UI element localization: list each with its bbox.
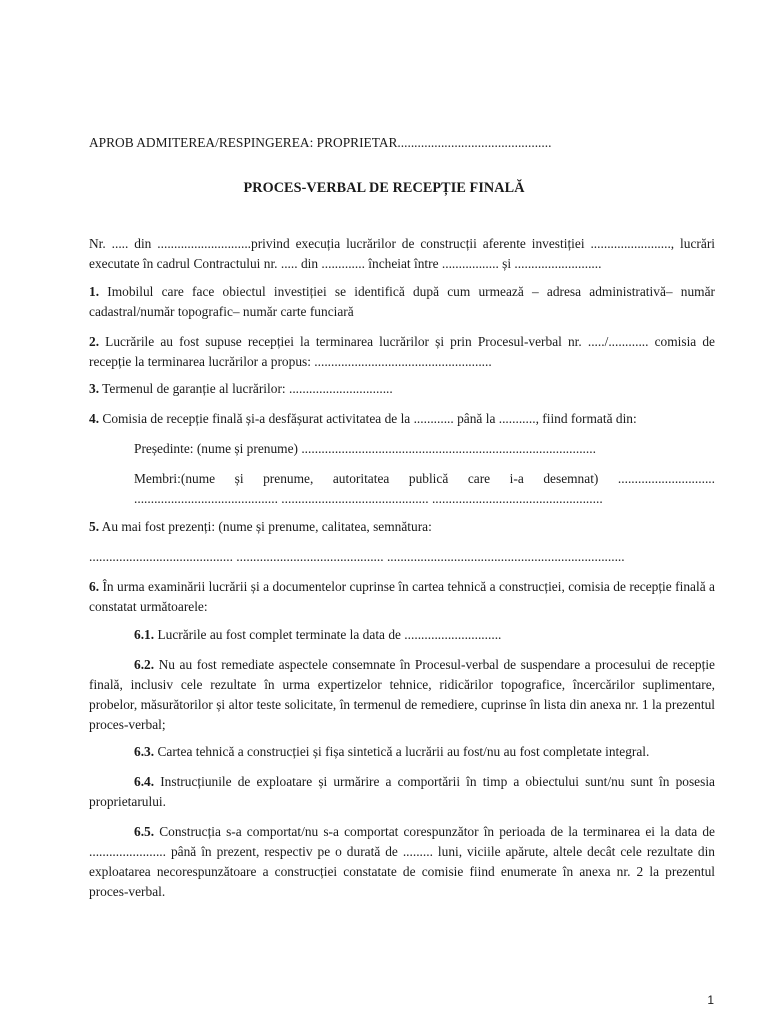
section-3: [89, 379, 715, 399]
section-2: [89, 332, 715, 372]
item-text: Lucrările au fost complet terminate la data de .............................: [154, 627, 502, 642]
item-text: Cartea tehnică a construcției și fișa sintetică a lucrării au fost/nu au fost completate integral.: [154, 744, 650, 759]
section-5: [89, 517, 715, 537]
section-text: În urma examinării lucrării și a documentelor cuprinse în cartea tehnică a construcției, comisia de recepție finală a constatat următoarele:: [89, 579, 715, 614]
president-line: Președinte: (nume și prenume) ........................................................................................: [134, 441, 596, 456]
item-text: Nu au fost remediate aspectele consemnate în Procesul-verbal de suspendare a procesului de recepție finală, inclusiv cele rezultate în urma expertizelor tehnice, ridicărilor topografice, încercărilor suplimentare, probelor, măsurătorilor și altor teste solicitate, în termenul de remediere, cuprinse în lista din anexa nr. 1 la prezentul proces-verbal;: [89, 657, 715, 732]
section-number: 1.: [89, 284, 100, 299]
item-6-3: [134, 742, 715, 762]
members-line: Membri:(nume și prenume, autoritatea publică care i-a desemnat) ............................. ........................................... ............................................ ...................................................: [134, 471, 715, 506]
section-number: 2.: [89, 334, 100, 349]
intro-paragraph: Nr. ..... din ............................privind execuția lucrărilor de construcții aferente investiției ........................, lucrări executate în cadrul Contractului nr. ..... din ............. încheiat între ................. și ..........................: [89, 236, 715, 271]
section-4: [89, 409, 715, 429]
item-number: 6.3.: [134, 744, 155, 759]
section-text: Imobilul care face obiectul investiției se identifică după cum urmează – adresa administrativă– număr cadastral/număr topografic– număr carte funciară: [89, 284, 715, 319]
item-6-1: [134, 625, 715, 645]
section-number: 4.: [89, 411, 100, 426]
item-text: Construcția s-a comportat/nu s-a comportat corespunzător în perioada de la terminarea ei la data de ....................... până în prezent, respectiv pe o durată de ......... luni, viciile apărute, altele decât cele rezultate din exploatarea necorespunzătoare a construcției constatate de comisie fiind enumerate în anexa nr. 2 la prezentul proces-verbal.: [89, 824, 715, 899]
section-6: [89, 577, 715, 617]
item-6-5: [89, 822, 715, 902]
item-6-2: [89, 655, 715, 735]
section-text: Termenul de garanție al lucrărilor: ...............................: [99, 381, 393, 396]
item-text: Instrucțiunile de exploatare și urmărire a comportării în timp a obiectului sunt/nu sunt în posesia proprietarului.: [89, 774, 715, 809]
section-1: [89, 282, 715, 322]
item-number: 6.2.: [134, 657, 155, 672]
section-text: Au mai fost prezenți: (nume și prenume, calitatea, semnătura:: [99, 519, 432, 534]
section-number: 5.: [89, 519, 100, 534]
item-number: 6.5.: [134, 824, 155, 839]
section-text: Comisia de recepție finală și-a desfășurat activitatea de la ............ până la ..........., fiind formată din:: [99, 411, 637, 426]
item-number: 6.1.: [134, 627, 155, 642]
item-6-4: [89, 772, 715, 812]
item-number: 6.4.: [134, 774, 155, 789]
document-title: PROCES-VERBAL DE RECEPȚIE FINALĂ: [243, 180, 525, 196]
attendees-line: ........................................... ............................................ .......................................................................: [89, 549, 625, 564]
approval-line: APROB ADMITEREA/RESPINGEREA: PROPRIETAR..............................................: [89, 135, 552, 150]
page-number: 1: [707, 993, 714, 1007]
section-text: Lucrările au fost supuse recepției la terminarea lucrărilor și prin Procesul-verbal nr. ...../............ comisia de recepție la terminarea lucrărilor a propus: .....................................................: [89, 334, 715, 369]
section-number: 6.: [89, 579, 100, 594]
section-number: 3.: [89, 381, 100, 396]
